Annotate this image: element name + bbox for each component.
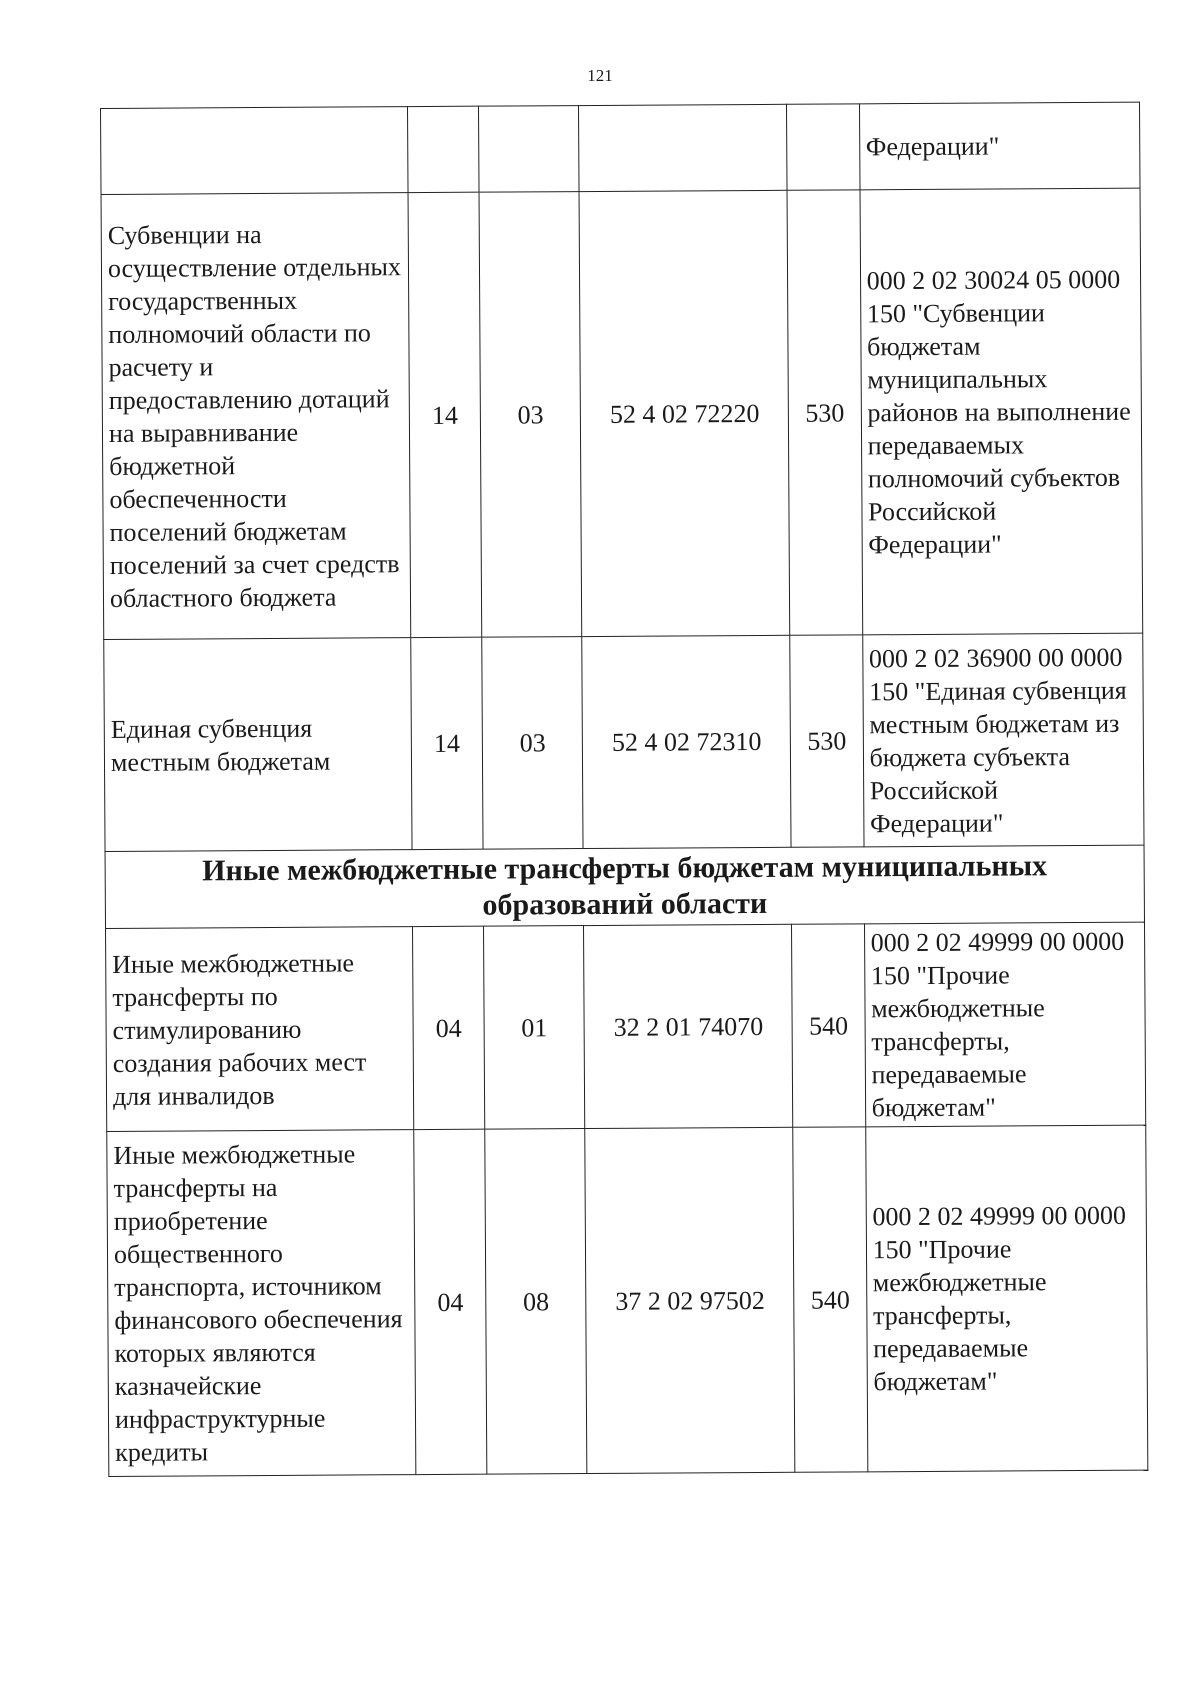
revenue-code-cell: 000 2 02 36900 00 0000 150 "Единая субвенция местным бюджетам из бюджета субъекта Российской Федерации": [862, 633, 1144, 847]
transfer-name-cell: Иные межбюджетные трансферты на приобретение общественного транспорта, источником финансового обеспечения которых являются казначейские инфраструктурные кредиты: [107, 1130, 416, 1477]
revenue-code-cell: 000 2 02 30024 05 0000 150 "Субвенции бюджетам муниципальных районов на выполнение передаваемых полномочий субъектов Российской Федерации": [860, 188, 1143, 635]
section-code-cell: 14: [411, 637, 483, 849]
table-row: [101, 102, 1141, 194]
section-code-cell: 14: [408, 192, 482, 637]
section-title-line-2: образований области: [482, 886, 768, 922]
page-number: 121: [587, 66, 613, 85]
section-title: [105, 845, 1144, 928]
expense-type-cell: [787, 104, 860, 190]
table-row: [107, 1125, 1148, 1476]
section-code-cell: 04: [413, 926, 485, 1129]
subsection-code-cell: 01: [484, 926, 585, 1130]
revenue-code-cell: Федерации": [859, 102, 1140, 190]
section-code-cell: [408, 106, 480, 192]
expense-type-cell: 530: [787, 190, 862, 635]
transfer-name-cell: [101, 107, 409, 195]
transfer-name-cell: Иные межбюджетные трансферты по стимулированию создания рабочих мест для инвалидов: [106, 927, 414, 1132]
section-title-line-1: Иные межбюджетные трансферты бюджетам муниципальных: [202, 849, 1048, 888]
target-article-cell: 52 4 02 72310: [582, 635, 791, 848]
target-article-cell: 37 2 02 97502: [585, 1127, 795, 1473]
revenue-code-cell: 000 2 02 49999 00 0000 150 "Прочие межбюджетные трансферты, передаваемые бюджетам": [865, 1125, 1147, 1472]
subsection-code-cell: 03: [479, 192, 582, 638]
budget-table: [100, 102, 1148, 1477]
transfer-name-cell: Единая субвенция местным бюджетам: [104, 638, 412, 852]
section-code-cell: 04: [414, 1129, 487, 1474]
expense-type-cell: 530: [790, 635, 864, 847]
subsection-code-cell: 03: [482, 637, 583, 850]
target-article-cell: [579, 104, 788, 191]
revenue-code-cell: 000 2 02 49999 00 0000 150 "Прочие межбюджетные трансферты, передаваемые бюджетам": [864, 922, 1146, 1127]
subsection-code-cell: 08: [485, 1129, 587, 1475]
target-article-cell: 52 4 02 72220: [579, 190, 790, 636]
section-header-row: [105, 845, 1144, 928]
expense-type-cell: 540: [792, 924, 866, 1127]
transfer-name-cell: Субвенции на осуществление отдельных государственных полномочий области по расчету и предоставлению дотаций на выравнивание бюджетной обеспеченности поселений бюджетам поселений за счет средств областного бюджета: [101, 193, 411, 640]
table-row: [106, 922, 1146, 1131]
subsection-code-cell: [479, 106, 580, 193]
target-article-cell: 32 2 01 74070: [584, 924, 793, 1128]
expense-type-cell: 540: [793, 1127, 867, 1472]
table-row: [101, 188, 1143, 639]
table-row: [104, 633, 1144, 851]
